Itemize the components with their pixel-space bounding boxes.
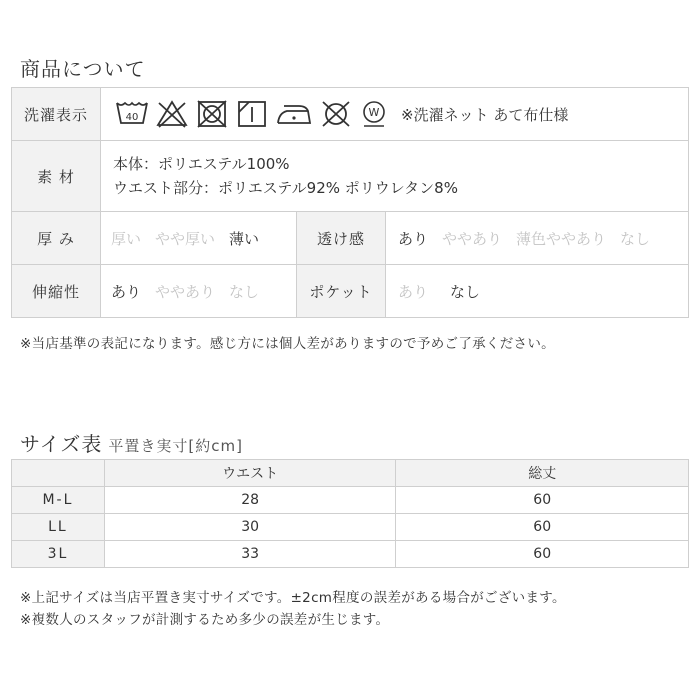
sheerness-options — [386, 212, 688, 264]
length-value: 60 — [396, 487, 689, 514]
product-info-note: ※当店基準の表記になります。感じ方には個人差がありますので予めご了承ください。 — [20, 336, 555, 352]
stretch-option-yes: あり — [111, 282, 142, 301]
size-table-header — [12, 460, 689, 487]
wet-clean-letter: W — [368, 106, 380, 119]
material-line-body: 本体：ポリエステル100% — [113, 155, 290, 173]
size-header-blank — [12, 460, 105, 487]
sheerness-option-none: なし — [620, 229, 651, 248]
pocket-option-none: なし — [450, 282, 481, 301]
product-info-title: 商品について — [20, 57, 146, 81]
no-bleach-icon — [155, 99, 189, 129]
thickness-option-thin: 薄い — [229, 229, 260, 248]
stretch-option-slightly: ややあり — [155, 282, 216, 301]
size-header-waist: ウエスト — [104, 460, 396, 487]
waist-value: 33 — [104, 541, 396, 568]
material-line-waist: ウエスト部分：ポリエステル92% ポリウレタン8% — [113, 179, 458, 197]
size-label: 3L — [12, 541, 105, 568]
stretch-option-none: なし — [229, 282, 260, 301]
no-dry-clean-icon — [319, 99, 353, 129]
thickness-option-slightly-thick: やや厚い — [155, 229, 216, 248]
waist-value: 28 — [104, 487, 396, 514]
length-value: 60 — [396, 514, 689, 541]
stretch-options — [101, 265, 296, 317]
line-dry-shade-icon — [235, 99, 269, 129]
sheerness-option-light-color-slightly: 薄色ややあり — [516, 229, 607, 248]
care-note: ※洗濯ネット あて布仕様 — [401, 105, 569, 124]
size-table-subtitle: 平置き実寸[約cm] — [108, 437, 243, 455]
pocket-option-yes: あり — [398, 282, 429, 301]
length-value: 60 — [396, 541, 689, 568]
size-table — [11, 459, 689, 568]
thickness-options — [101, 212, 296, 264]
wet-clean-icon — [359, 99, 389, 129]
iron-low-icon — [275, 99, 313, 129]
size-note-1: ※上記サイズは当店平置き実寸サイズです。±2cm程度の誤差がある場合がございます。 — [20, 590, 566, 606]
pocket-options — [386, 265, 688, 317]
material-cell — [101, 141, 688, 211]
size-label: M-L — [12, 487, 105, 514]
table-row — [12, 487, 689, 514]
thickness-option-thick: 厚い — [111, 229, 142, 248]
sheerness-label: 透け感 — [297, 212, 385, 264]
wash-40-icon — [115, 99, 149, 129]
product-info-table — [11, 87, 689, 318]
thickness-label: 厚 み — [12, 212, 100, 264]
table-row — [12, 514, 689, 541]
size-note-2: ※複数人のスタッフが計測するため多少の誤差が生じます。 — [20, 612, 390, 628]
size-table-title: サイズ表 — [20, 432, 103, 456]
care-label: 洗濯表示 — [12, 88, 100, 140]
material-label: 素 材 — [12, 141, 100, 211]
wash-temp-text: 40 — [125, 112, 139, 123]
table-row — [12, 541, 689, 568]
sheerness-option-yes: あり — [398, 229, 429, 248]
waist-value: 30 — [104, 514, 396, 541]
sheerness-option-slightly: ややあり — [442, 229, 503, 248]
size-label: LL — [12, 514, 105, 541]
size-header-length: 総丈 — [396, 460, 689, 487]
stretch-label: 伸縮性 — [12, 265, 100, 317]
no-tumble-dry-icon — [195, 99, 229, 129]
care-icons-cell — [101, 88, 688, 140]
pocket-label: ポケット — [297, 265, 385, 317]
size-table-title-row — [20, 428, 243, 457]
